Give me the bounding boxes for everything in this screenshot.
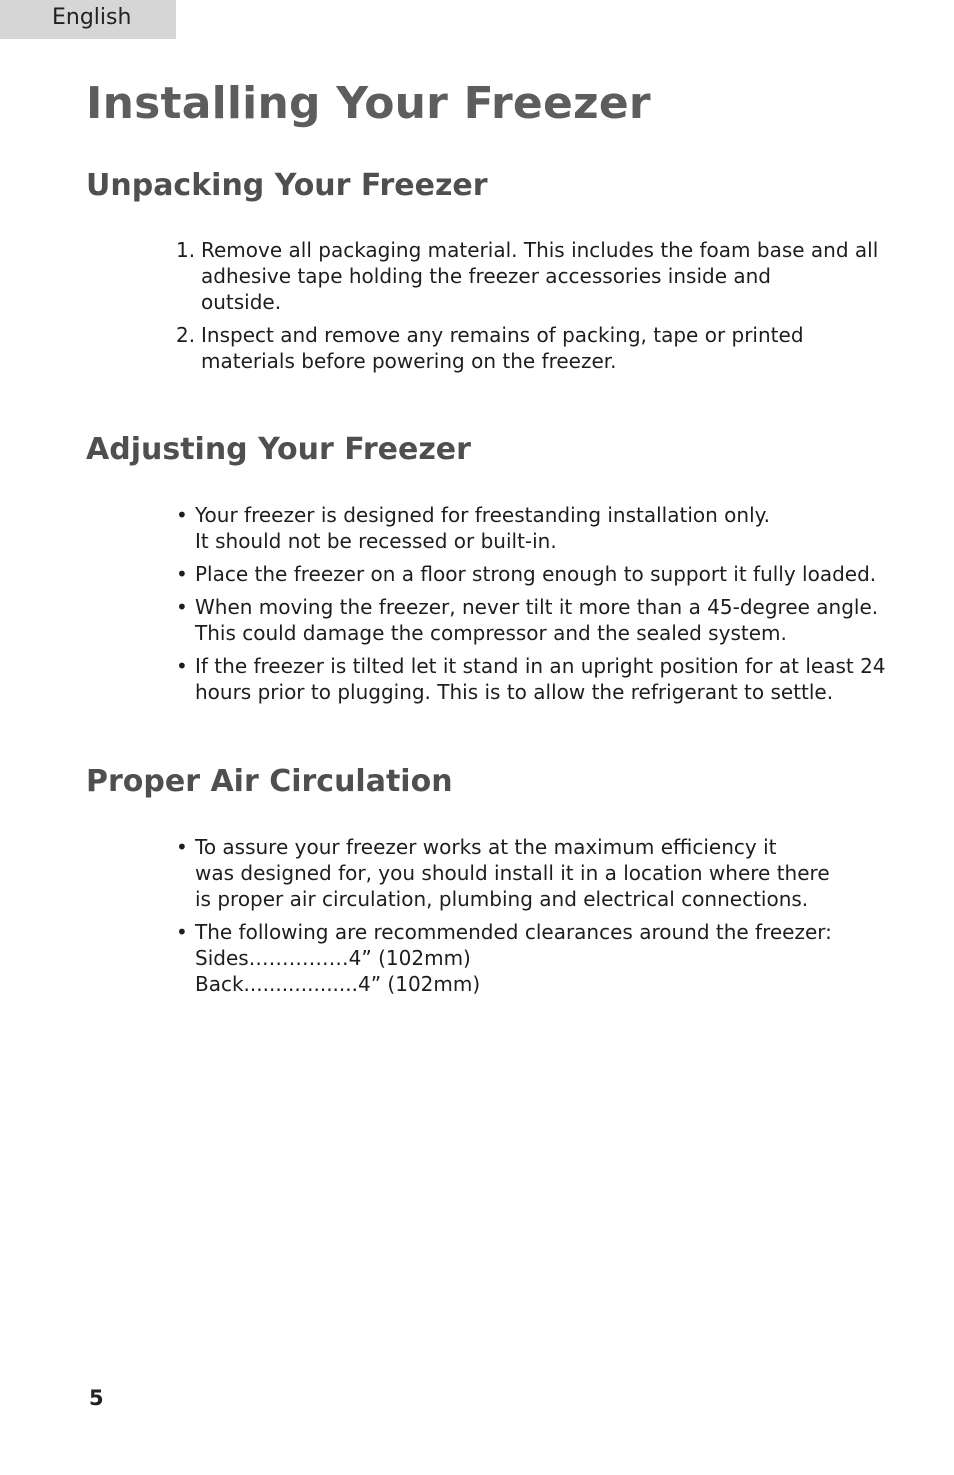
list-item-text: When moving the freezer, never tilt it more than a 45-degree angle. This could damage the compressor and the sealed system. bbox=[195, 595, 879, 645]
language-tab: English bbox=[0, 0, 176, 39]
clearance-back: Back..................4” (102mm) bbox=[195, 972, 481, 996]
list-marker: 2. bbox=[176, 323, 196, 347]
list-item bbox=[176, 653, 886, 705]
page-title: Installing Your Freezer bbox=[86, 78, 651, 129]
list-item bbox=[176, 237, 878, 315]
list-item bbox=[176, 322, 878, 374]
unpacking-steps-list bbox=[176, 237, 878, 381]
section-heading-adjusting: Adjusting Your Freezer bbox=[86, 432, 471, 467]
list-marker: 1. bbox=[176, 238, 196, 262]
bullet-marker: • bbox=[176, 503, 188, 527]
list-item-text: Remove all packaging material. This includes the foam base and all adhesive tape holding the freezer accessories inside and outside. bbox=[201, 238, 879, 314]
list-item bbox=[176, 594, 886, 646]
bullet-marker: • bbox=[176, 920, 188, 944]
list-item-text: Inspect and remove any remains of packing, tape or printed materials before powering on the freezer. bbox=[201, 323, 804, 373]
clearance-sides: Sides……………4” (102mm) bbox=[195, 946, 471, 970]
list-item-text: Your freezer is designed for freestanding installation only. It should not be recessed or built-in. bbox=[195, 503, 770, 553]
list-item-text: To assure your freezer works at the maximum efficiency it was designed for, you should install it in a location where there is proper air circulation, plumbing and electrical connections. bbox=[195, 835, 830, 911]
list-item-text: Place the freezer on a floor strong enough to support it fully loaded. bbox=[195, 562, 877, 586]
list-item bbox=[176, 919, 832, 997]
bullet-marker: • bbox=[176, 562, 188, 586]
page-number: 5 bbox=[89, 1386, 104, 1410]
list-item-text: The following are recommended clearances around the freezer: Sides……………4” (102mm) Back..................4” (102mm) bbox=[195, 920, 832, 996]
list-item-text: If the freezer is tilted let it stand in an upright position for at least 24 hours prior to plugging. This is to allow the refrigerant to settle. bbox=[195, 654, 886, 704]
list-item bbox=[176, 834, 832, 912]
bullet-marker: • bbox=[176, 595, 188, 619]
list-item bbox=[176, 561, 886, 587]
section-heading-unpacking: Unpacking Your Freezer bbox=[86, 168, 488, 203]
section-heading-air-circulation: Proper Air Circulation bbox=[86, 764, 453, 799]
bullet-marker: • bbox=[176, 835, 188, 859]
adjusting-bullets-list bbox=[176, 502, 886, 712]
bullet-marker: • bbox=[176, 654, 188, 678]
list-item bbox=[176, 502, 886, 554]
air-circulation-bullets-list bbox=[176, 834, 832, 1004]
